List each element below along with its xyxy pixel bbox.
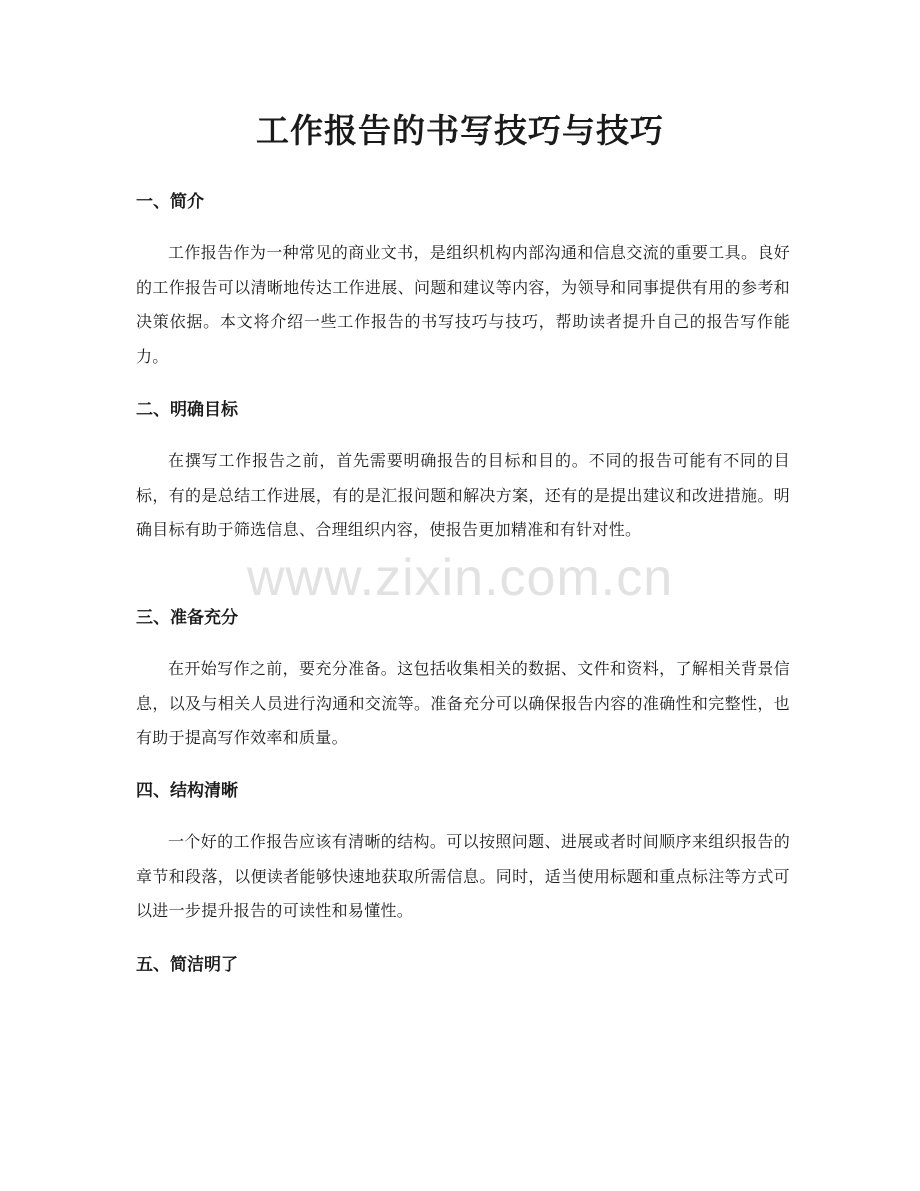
section-paragraph: 在开始写作之前，要充分准备。这包括收集相关的数据、文件和资料，了解相关背景信息，以及与相关人员进行沟通和交流等。准备充分可以确保报告内容的准确性和完整性，也有助于提高写作效率和质量。 [136,659,790,747]
watermark-text: www.zixin.com.cn [246,549,674,607]
section-clear-structure [136,779,790,929]
section-paragraph: 在撰写工作报告之前，首先需要明确报告的目标和目的。不同的报告可能有不同的目标，有的是总结工作进展，有的是汇报问题和解决方案，还有的是提出建议和改进措施。明确目标有助于筛选信息、合理组织内容，使报告更加精准和有针对性。 [136,451,790,539]
section-heading: 二、明确目标 [136,400,238,420]
section-heading: 三、准备充分 [136,608,238,628]
section-preparation [136,606,790,756]
section-intro [136,190,790,374]
section-heading: 一、简介 [136,192,204,212]
document-title: 工作报告的书写技巧与技巧 [256,111,664,150]
section-concise [136,953,790,977]
section-clear-goals [136,398,790,548]
section-heading: 五、简洁明了 [136,955,238,975]
section-paragraph: 一个好的工作报告应该有清晰的结构。可以按照问题、进展或者时间顺序来组织报告的章节和段落，以便读者能够快速地获取所需信息。同时，适当使用标题和重点标注等方式可以进一步提升报告的可读性和易懂性。 [136,832,790,920]
section-paragraph: 工作报告作为一种常见的商业文书，是组织机构内部沟通和信息交流的重要工具。良好的工作报告可以清晰地传达工作进展、问题和建议等内容，为领导和同事提供有用的参考和决策依据。本文将介绍一些工作报告的书写技巧与技巧，帮助读者提升自己的报告写作能力。 [136,243,790,366]
section-heading: 四、结构清晰 [136,781,238,801]
